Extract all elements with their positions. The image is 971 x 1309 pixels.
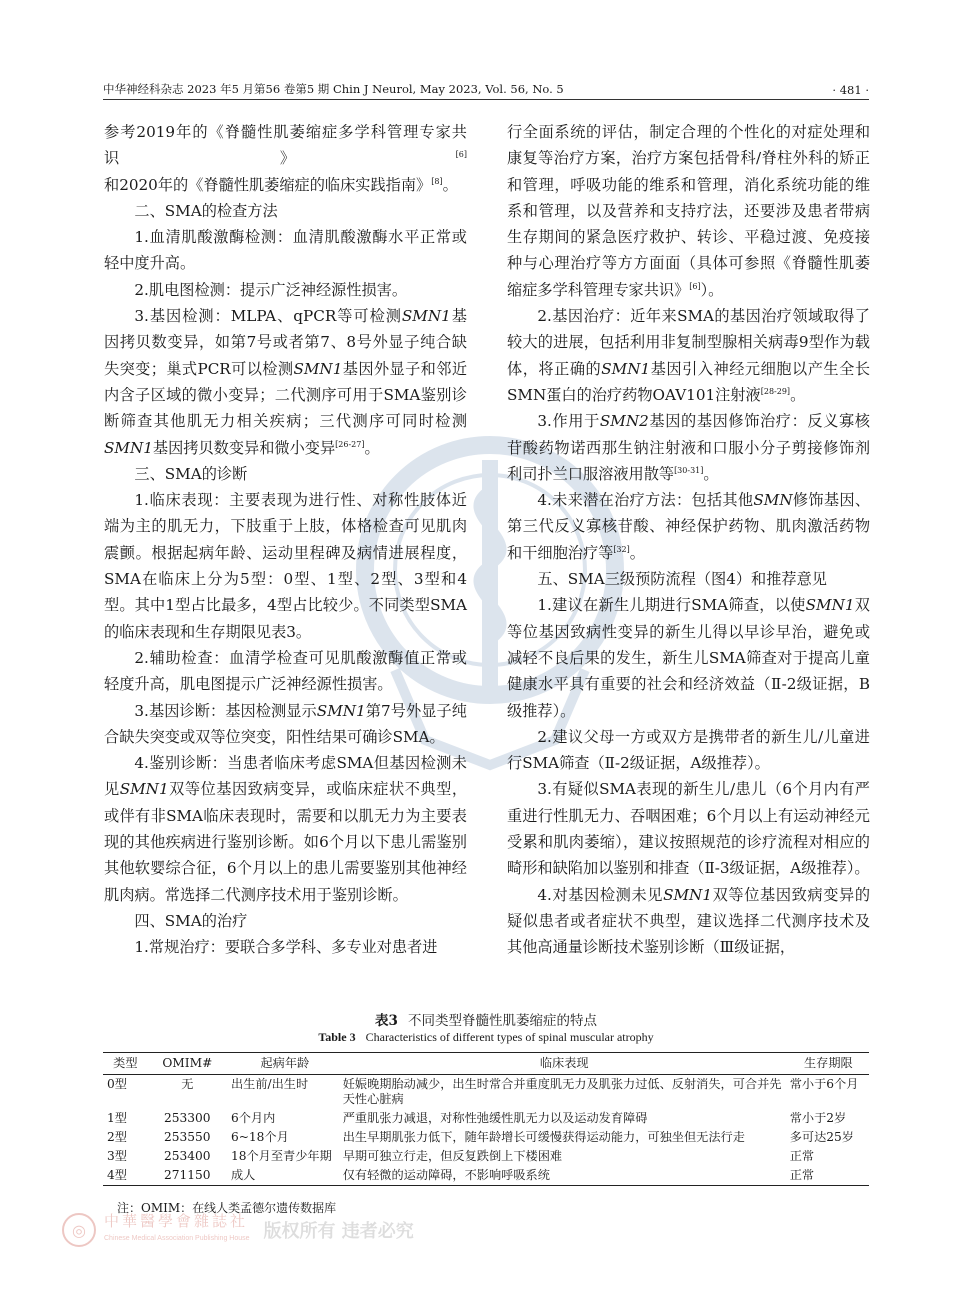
cell-omim: 253400	[164, 1149, 211, 1163]
paragraph: 2.建议父母一方或双方是携带者的新生儿/儿童进行SMA筛查（Ⅱ-2级证据，A级推荐）。	[507, 727, 870, 773]
gene-symbol: SMN2	[599, 412, 649, 431]
cell-omim: 无	[181, 1077, 194, 1091]
cell-onset-age: 出生前/出生时	[230, 1077, 309, 1091]
paragraph: 3.基因检测：MLPA、qPCR等可检测SMN1基因拷贝数变异，如第7号或者第7、8号外显子纯合缺失突变；巢式PCR可以检测SMN1基因外显子和邻近内含子区域的微小变异；二代测序可用于SMA鉴别诊断筛查其他肌无力相关疾病；三代测序可同时检测SMN1基因拷贝数变异和微小变异[26-27]。	[104, 307, 467, 457]
cell-onset-age: 6~18个月	[230, 1130, 289, 1144]
citation-ref: [28-29]	[760, 386, 791, 396]
gene-symbol: SMN1	[316, 701, 366, 720]
table-row	[103, 1128, 869, 1147]
publisher-seal-icon: ◎	[62, 1213, 96, 1247]
publisher-name: 中華醫學會雜誌社 Chinese Medical Association Publishing House	[104, 1212, 250, 1248]
gene-symbol: SMN1	[601, 359, 651, 378]
gene-symbol: SMN1	[805, 596, 855, 615]
cell-onset-age: 成人	[229, 1166, 341, 1186]
gene-symbol: SMN1	[663, 885, 713, 904]
section-heading: 三、SMA的诊断	[134, 464, 248, 483]
section-heading: 四、SMA的治疗	[134, 911, 248, 930]
cell-clinical: 妊娠晚期胎动减少，出生时常合并重度肌无力及肌张力过低、反射消失，可合并先天性心脏病	[342, 1077, 782, 1106]
header-onset-age: 起病年龄	[229, 1053, 341, 1075]
publisher-name-en: Chinese Medical Association Publishing House	[104, 1235, 250, 1242]
cell-type: 1型	[107, 1111, 127, 1125]
cell-omim: 271150	[146, 1166, 229, 1186]
cell-survival: 正常	[788, 1166, 869, 1186]
citation-ref: [8]	[431, 176, 443, 186]
paragraph: 2.肌电图检测：提示广泛神经源性损害。	[134, 280, 408, 299]
gene-symbol: SMN1	[293, 359, 343, 378]
table-row	[103, 1075, 869, 1110]
citation-ref: [26-27]	[335, 439, 365, 449]
table-row	[103, 1109, 869, 1128]
paragraph: 参考2019年的《脊髓性肌萎缩症多学科管理专家共识》[6]和2020年的《脊髓性肌萎缩症的临床实践指南》[8]。	[104, 123, 467, 194]
header-omim: OMIM#	[146, 1053, 229, 1075]
section-heading: 二、SMA的检查方法	[134, 201, 278, 220]
paragraph: 4.对基因检测未见SMN1双等位基因致病变异的疑似患者或者症状不典型，建议选择二代测序技术及其他高通量诊断技术鉴别诊断（Ⅲ级证据，	[507, 885, 871, 957]
gene-symbol: SMN1	[401, 307, 451, 326]
page-number: · 481 ·	[832, 83, 869, 97]
cell-survival: 正常	[789, 1149, 815, 1163]
gene-symbol: SMN	[753, 491, 793, 510]
table-row	[103, 1166, 869, 1186]
paragraph: 3.有疑似SMA表现的新生儿/患儿（6个月内有严重进行性肌无力、吞咽困难；6个月以上有运动神经元受累和肌肉萎缩），建议按照规范的诊疗流程对相应的畸形和缺陷加以鉴别和排查（Ⅱ-3级证据，A级推荐）。	[507, 780, 870, 878]
sma-types-table	[103, 1052, 869, 1186]
paragraph: 2.基因治疗：近年来SMA的基因治疗领域取得了较大的进展，包括利用非复制型腺相关病毒9型作为载体，将正确的SMN1基因引入神经元细胞以产生全长SMN蛋白的治疗药物OAV101注射液[28-29]。	[507, 307, 871, 404]
cell-clinical: 仅有轻微的运动障碍，不影响呼吸系统	[341, 1166, 788, 1186]
citation-ref: [30-31]	[674, 465, 704, 475]
paragraph: 行全面系统的评估，制定合理的个性化的对症处理和康复等治疗方案，治疗方案包括骨科/脊柱外科的矫正和管理，呼吸功能的维系和管理，消化系统功能的维系和管理，以及营养和支持疗法，还要涉及患者带病生存期间的紧急医疗救护、转诊、平稳过渡、免疫接种与心理治疗等方方面面（具体可参照《脊髓性肌萎缩症多学科管理专家共识》[6]）。	[507, 123, 870, 299]
table-label-en: Table 3	[318, 1030, 356, 1044]
paragraph: 1.常规治疗：要联合多学科、多专业对患者进	[134, 938, 438, 957]
journal-info: 中华神经科杂志 2023 年5 月第56 卷第5 期 Chin J Neurol, May 2023, Vol. 56, No. 5	[103, 82, 564, 96]
paragraph: 1.血清肌酸激酶检测：血清肌酸激酶水平正常或轻中度升高。	[104, 228, 467, 273]
table-title-zh: 不同类型脊髓性肌萎缩症的特点	[407, 1013, 597, 1029]
header-type: 类型	[103, 1053, 146, 1075]
citation-ref: [6]	[455, 150, 467, 160]
left-column	[104, 119, 467, 961]
header-rule	[103, 99, 869, 100]
citation-ref: [6]	[689, 281, 701, 291]
cell-survival: 多可达25岁	[789, 1130, 854, 1144]
gene-symbol: SMN1	[119, 780, 169, 799]
cell-omim: 253300	[164, 1111, 211, 1125]
cell-type: 3型	[107, 1149, 127, 1163]
table-header-row	[103, 1053, 869, 1075]
paragraph: 3.作用于SMN2基因的基因修饰治疗：反义寡核苷酸药物诺西那生钠注射液和口服小分子剪接修饰剂利司扑兰口服溶液用散等[30-31]。	[507, 412, 870, 483]
cell-onset-age: 18个月至青少年期	[230, 1149, 332, 1163]
cell-type: 0型	[107, 1077, 127, 1091]
table-row	[103, 1147, 869, 1166]
table-note: 注：OMIM：在线人类孟德尔遗传数据库	[117, 1201, 337, 1215]
cell-clinical: 出生早期肌张力低下，随年龄增长可缓慢获得运动能力，可独坐但无法行走	[342, 1130, 745, 1144]
section-heading: 五、SMA三级预防流程（图4）和推荐意见	[537, 570, 827, 589]
header-survival: 生存期限	[788, 1053, 869, 1075]
paragraph: 4.未来潜在治疗方法：包括其他SMN修饰基因、第三代反义寡核苷酸、神经保护药物、肌肉激活药物和干细胞治疗等[32]。	[507, 491, 871, 562]
cell-survival: 常小于6个月	[789, 1077, 859, 1091]
cell-type: 2型	[107, 1130, 127, 1144]
cell-type: 4型	[103, 1166, 146, 1186]
cell-onset-age: 6个月内	[230, 1111, 276, 1125]
cell-clinical: 早期可独立行走，但反复跌倒上下楼困难	[342, 1149, 563, 1163]
paragraph: 4.鉴别诊断：当患者临床考虑SMA但基因检测未见SMN1双等位基因致病变异，或临床症状不典型，或伴有非SMA临床表现时，需要和以肌无力为主要表现的其他疾病进行鉴别诊断。如6个月以下患儿需鉴别其他软婴综合征，6个月以上的患儿需要鉴别其他神经肌肉病。常选择二代测序技术用于鉴别诊断。	[104, 754, 468, 904]
right-column	[507, 119, 870, 961]
table-title-en: Characteristics of different types of spinal muscular atrophy	[365, 1030, 654, 1044]
paragraph: 1.临床表现：主要表现为进行性、对称性肢体近端为主的肌无力，下肢重于上肢，体格检查可见肌肉震颤。根据起病年龄、运动里程碑及病情进展程度，SMA在临床上分为5型：0型、1型、2型、3型和4型。其中1型占比最多，4型占比较少。不同类型SMA的临床表现和生存期限见表3。	[104, 491, 467, 641]
citation-ref: [32]	[613, 544, 630, 554]
cell-survival: 常小于2岁	[789, 1111, 847, 1125]
paragraph: 2.辅助检查：血清学检查可见肌酸激酶值正常或轻度升高，肌电图提示广泛神经源性损害。	[104, 648, 467, 694]
paragraph: 1.建议在新生儿期进行SMA筛查，以使SMN1双等位基因致病性变异的新生儿得以早诊早治，避免或减轻不良后果的发生，新生儿SMA筛查对于提高儿童健康水平具有重要的社会和经济效益（Ⅱ-2级证据，B级推荐）。	[507, 596, 870, 720]
cell-clinical: 严重肌张力减退，对称性弛缓性肌无力以及运动发育障碍	[342, 1111, 648, 1125]
header-clinical: 临床表现	[341, 1053, 788, 1075]
paragraph: 3.基因诊断：基因检测显示SMN1第7号外显子纯合缺失突变或双等位突变，阳性结果可确诊SMA。	[104, 701, 467, 746]
gene-symbol: SMN1	[104, 438, 153, 457]
table-caption-zh	[103, 1009, 869, 1029]
table-label-zh: 表3	[375, 1013, 398, 1029]
publisher-logo	[62, 1210, 442, 1250]
cell-omim: 253550	[164, 1130, 211, 1144]
table-caption-en	[103, 1030, 869, 1045]
copyright-tag: 版权所有 违者必究	[263, 1221, 414, 1242]
running-header	[103, 77, 869, 97]
